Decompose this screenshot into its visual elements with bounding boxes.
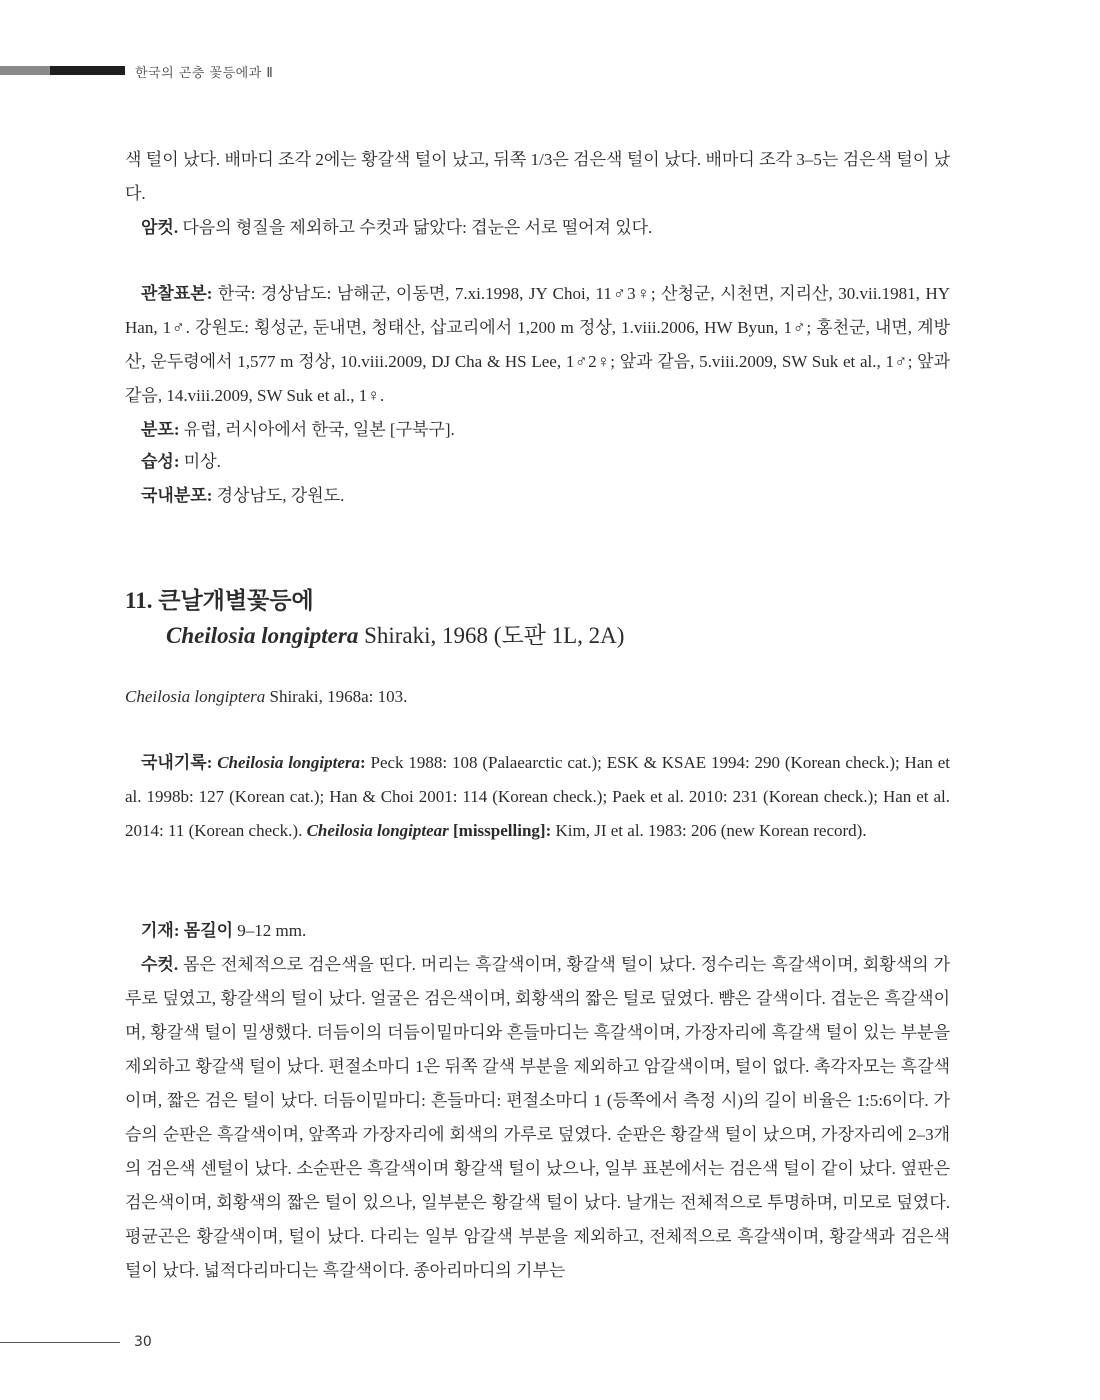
habit-label: 습성:	[141, 452, 180, 471]
material-text: 한국: 경상남도: 남해군, 이동면, 7.xi.1998, JY Choi, 11♂3♀; 산청군, 시천면, 지리산, 30.vii.1981, HY Han, 1♂. 강원도: 횡성군, 둔내면, 청태산, 삽교리에서 1,200 m 정상, 1.viii.2006, HW Byun, 1♂; 홍천군, 내면, 계방산, 운두령에서 1,577 m 정상, 10.viii.2009, DJ Cha & HS Lee, 1♂2♀; 앞과 같음, 5.viii.2009, SW Suk et al., 1♂; 앞과 같음, 14.viii.2009, SW Suk et al., 1♀.	[125, 284, 950, 405]
distribution-label: 분포:	[141, 420, 180, 439]
citation-rest: Shiraki, 1968a: 103.	[265, 687, 408, 706]
species-scientific-name: Cheilosia longiptera	[166, 623, 359, 648]
domestic-distribution	[125, 479, 950, 513]
distribution	[125, 413, 950, 447]
korean-records-misspelling: [misspelling]:	[448, 821, 552, 840]
species-korean-name: 큰날개별꽃등에	[158, 588, 314, 613]
female-label: 암컷.	[141, 218, 179, 237]
korean-records	[125, 746, 950, 848]
female-section	[125, 211, 950, 245]
habit	[125, 445, 950, 479]
female-text: 다음의 형질을 제외하고 수컷과 닮았다: 겹눈은 서로 떨어져 있다.	[178, 218, 653, 237]
domestic-distribution-label: 국내분포:	[141, 486, 213, 505]
domestic-distribution-text: 경상남도, 강원도.	[212, 486, 345, 505]
citation-name: Cheilosia longiptera	[125, 687, 266, 706]
habit-text: 미상.	[179, 452, 221, 471]
header-bar-gray	[0, 66, 50, 75]
korean-records-name1: Cheilosia longiptera	[217, 753, 360, 772]
continued-description	[125, 143, 950, 211]
korean-records-label: 국내기록:	[141, 753, 213, 772]
continued-text: 색 털이 났다. 배마디 조각 2에는 황갈색 털이 났고, 뒤쪽 1/3은 검은색 털이 났다. 배마디 조각 3–5는 검은색 털이 났다.	[125, 150, 950, 203]
original-citation	[125, 680, 950, 714]
material-label: 관찰표본:	[141, 284, 213, 303]
material-examined	[125, 277, 950, 413]
species-heading	[125, 584, 950, 618]
description-body-length	[125, 914, 950, 948]
description-label: 기재:	[141, 921, 180, 940]
body-length-label: 몸길이	[183, 921, 234, 940]
male-label: 수컷.	[141, 955, 179, 974]
korean-records-text2: Kim, JI et al. 1983: 206 (new Korean record).	[551, 821, 867, 840]
species-author-year: Shiraki, 1968 (도판 1L, 2A)	[358, 623, 625, 648]
footer-rule	[0, 1342, 120, 1343]
species-subheading	[166, 619, 966, 653]
running-title: 한국의 곤충 꽃등에과 Ⅱ	[135, 66, 274, 81]
male-description	[125, 948, 950, 1288]
body-length-value: 9–12 mm.	[233, 921, 307, 940]
korean-records-name2: Cheilosia longiptear	[306, 821, 449, 840]
korean-records-colon1: :	[359, 753, 366, 772]
male-text: 몸은 전체적으로 검은색을 띤다. 머리는 흑갈색이며, 황갈색 털이 났다. 정수리는 흑갈색이며, 회황색의 가루로 덮였고, 황갈색의 털이 났다. 얼굴은 검은색이며, 회황색의 짧은 털로 덮였다. 뺨은 갈색이다. 겹눈은 흑갈색이며, 황갈색 털이 밀생했다. 더듬이의 더듬이밑마디와 흔들마디는 흑갈색이며, 가장자리에 흑갈색 털이 있는 부분을 제외하고 황갈색 털이 났다. 편절소마디 1은 뒤쪽 갈색 부분을 제외하고 암갈색이며, 털이 없다. 촉각자모는 흑갈색이며, 짧은 검은 털이 났다. 더듬이밑마디: 흔들마디: 편절소마디 1 (등쪽에서 측정 시)의 길이 비율은 1:5:6이다. 가슴의 순판은 흑갈색이며, 앞쪽과 가장자리에 회색의 가루로 덮였다. 순판은 황갈색 털이 났으며, 가장자리에 2–3개의 검은색 센털이 났다. 소순판은 흑갈색이며 황갈색 털이 났으나, 일부 표본에서는 검은색 털이 같이 났다. 옆판은 검은색이며, 회황색의 짧은 털이 있으나, 일부분은 황갈색 털이 났다. 날개는 전체적으로 투명하며, 미모로 덮였다. 평균곤은 황갈색이며, 털이 났다. 다리는 일부 암갈색 부분을 제외하고, 전체적으로 흑갈색이며, 황갈색과 검은색 털이 났다. 넓적다리마디는 흑갈색이다. 종아리마디의 기부는	[125, 955, 950, 1280]
distribution-text: 유럽, 러시아에서 한국, 일본 [구북구].	[179, 420, 455, 439]
header-bar-black	[50, 66, 125, 75]
species-number: 11.	[125, 588, 153, 613]
page-number: 30	[134, 1334, 152, 1350]
korean-records-text1: Peck 1988: 108 (Palaearctic cat.); ESK & KSAE 1994: 290 (Korean check.); Han et al. 1998b: 127 (Korean cat.); Han & Choi 2001: 114 (Korean check.); Paek et al. 2010: 231 (Korean check.); Han et al. 2014: 11 (Korean check.).	[125, 753, 950, 840]
